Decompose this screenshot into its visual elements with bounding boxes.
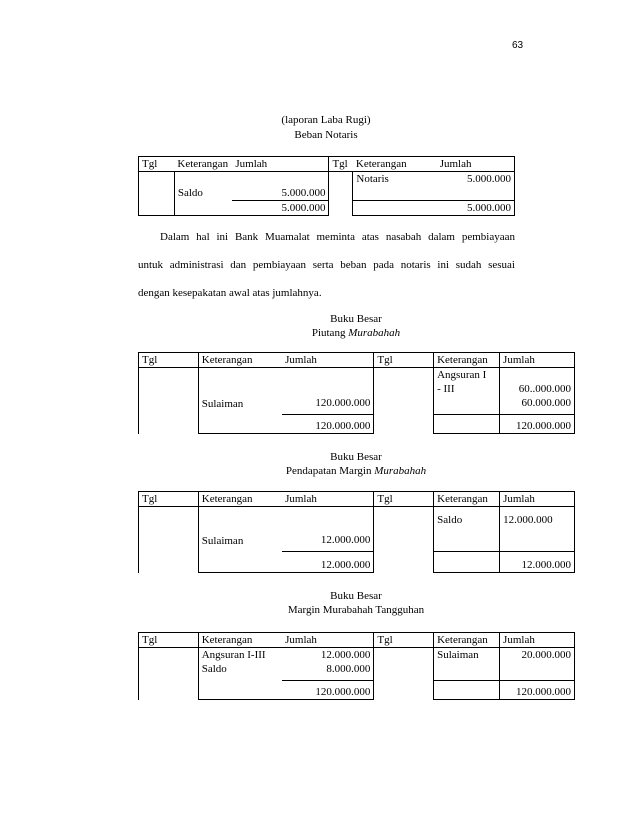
- header-keterangan: Keterangan: [434, 492, 500, 507]
- section3-title: Buku Besar: [330, 451, 382, 463]
- ledger-total-row: [139, 681, 575, 700]
- header-tgl: Tgl: [139, 157, 175, 172]
- section1-subtitle: (laporan Laba Rugi): [281, 114, 371, 126]
- header-tgl: Tgl: [374, 353, 434, 368]
- right-total: 12.000.000: [500, 552, 575, 573]
- left-keterangan: Saldo: [201, 663, 227, 675]
- ledger-row: [139, 648, 575, 663]
- right-total: 5.000.000: [437, 201, 515, 216]
- left-keterangan: Saldo: [177, 187, 203, 199]
- left-jumlah: 5.000.000: [232, 186, 329, 201]
- section4-title: Buku Besar: [330, 590, 382, 602]
- left-total: 120.000.000: [282, 681, 374, 700]
- right-keterangan: Notaris: [356, 173, 389, 185]
- right-keterangan: Angsuran I: [437, 369, 487, 381]
- left-jumlah: 8.000.000: [282, 662, 374, 681]
- header-tgl: Tgl: [374, 633, 434, 648]
- ledger-row: [139, 527, 575, 552]
- left-jumlah: 12.000.000: [282, 648, 374, 663]
- ledger-row: [139, 172, 515, 187]
- ledger-piutang-murabahah: [138, 352, 575, 434]
- header-tgl: Tgl: [139, 492, 199, 507]
- ledger-header-row: [139, 633, 575, 648]
- header-tgl: Tgl: [139, 353, 199, 368]
- header-jumlah: Jumlah: [282, 633, 374, 648]
- right-keterangan: Sulaiman: [437, 649, 479, 661]
- ledger-total-row: [139, 201, 515, 216]
- right-total: 120.000.000: [500, 681, 575, 700]
- header-keterangan: Keterangan: [198, 633, 282, 648]
- right-keterangan: Saldo: [437, 514, 463, 526]
- left-keterangan: Angsuran I-III: [201, 649, 266, 661]
- ledger-row: [139, 186, 515, 201]
- left-keterangan: Sulaiman: [201, 397, 244, 410]
- paragraph-line-1: Dalam hal ini Bank Muamalat meminta atas nasabah dalam pembiayaan: [160, 231, 515, 243]
- right-jumlah: 60..000.000: [500, 382, 575, 396]
- header-tgl: Tgl: [329, 157, 353, 172]
- paragraph-line-3: dengan kesepakatan awal atas jumlahnya.: [138, 287, 322, 299]
- header-keterangan: Keterangan: [434, 633, 500, 648]
- right-jumlah: 60.000.000: [500, 396, 575, 415]
- section1-title: Beban Notaris: [294, 129, 358, 141]
- ledger-row: [139, 662, 575, 681]
- section2-subtitle: Piutang Murabahah: [311, 327, 401, 339]
- header-tgl: Tgl: [374, 492, 434, 507]
- right-jumlah: 5.000.000: [437, 172, 515, 187]
- left-total: 12.000.000: [282, 552, 374, 573]
- header-keterangan: Keterangan: [198, 492, 282, 507]
- left-jumlah: 12.000.000: [282, 527, 374, 552]
- ledger-row: [139, 368, 575, 383]
- ledger-margin-tangguhan: [138, 632, 575, 700]
- page-number: 63: [512, 40, 524, 51]
- header-jumlah: Jumlah: [437, 157, 515, 172]
- left-jumlah: 120.000.000: [282, 396, 374, 415]
- ledger-header-row: [139, 492, 575, 507]
- ledger-total-row: [139, 552, 575, 573]
- header-jumlah: Jumlah: [282, 492, 374, 507]
- header-keterangan: Keterangan: [353, 157, 437, 172]
- header-keterangan: Keterangan: [434, 353, 500, 368]
- header-jumlah: Jumlah: [500, 492, 575, 507]
- ledger-beban-notaris: [138, 156, 515, 216]
- header-jumlah: Jumlah: [500, 633, 575, 648]
- right-keterangan: - III: [437, 383, 455, 395]
- section4-subtitle: Margin Murabahah Tangguhan: [287, 604, 425, 616]
- left-keterangan: Sulaiman: [201, 534, 244, 547]
- right-jumlah: 12.000.000: [500, 507, 575, 528]
- right-total: 120.000.000: [500, 415, 575, 434]
- header-keterangan: Keterangan: [198, 353, 282, 368]
- section3-subtitle: Pendapatan Margin Murabahah: [285, 465, 427, 477]
- header-jumlah: Jumlah: [282, 353, 374, 368]
- header-jumlah: Jumlah: [500, 353, 575, 368]
- ledger-header-row: [139, 353, 575, 368]
- left-total: 120.000.000: [282, 415, 374, 434]
- header-keterangan: Keterangan: [174, 157, 232, 172]
- paragraph-line-2: untuk administrasi dan pembiayaan serta beban pada notaris ini sudah sesuai: [138, 259, 515, 271]
- ledger-pendapatan-margin: [138, 491, 575, 573]
- header-jumlah: Jumlah: [232, 157, 329, 172]
- header-tgl: Tgl: [139, 633, 199, 648]
- ledger-total-row: [139, 415, 575, 434]
- section2-title: Buku Besar: [330, 313, 382, 325]
- left-total: 5.000.000: [232, 201, 329, 216]
- ledger-row: [139, 507, 575, 528]
- ledger-header-row: [139, 157, 515, 172]
- right-jumlah: 20.000.000: [500, 648, 575, 663]
